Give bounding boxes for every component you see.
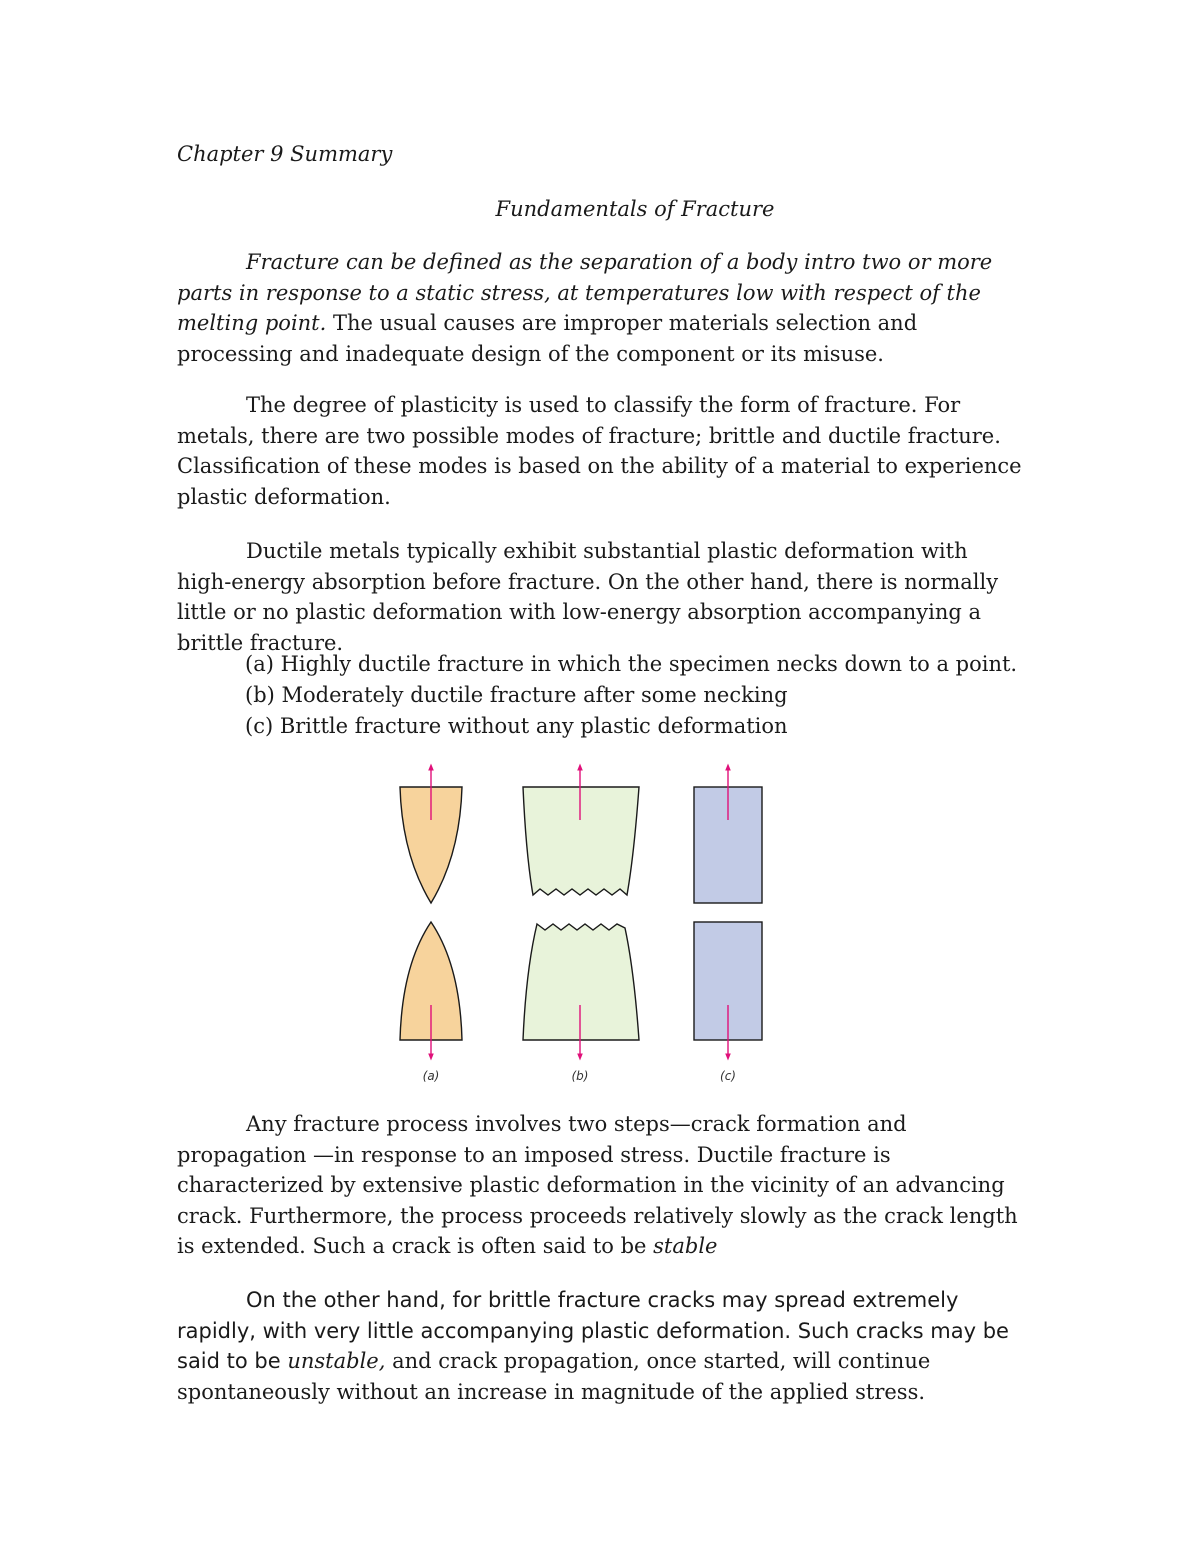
specimen-a xyxy=(400,767,462,1057)
paragraph-definition xyxy=(177,247,1027,369)
paragraph-plasticity: The degree of plasticity is used to classify the form of fracture. For metals, there are two possible modes of fracture; brittle and ductile fracture. Classification of these modes is based on the ability of a material to experience plastic deformation. xyxy=(177,393,1022,509)
brittle-rest-text: and crack propagation, once started, will continue spontaneously without an increase in magnitude of the applied stress. xyxy=(177,1349,931,1404)
specimen-b-top xyxy=(523,787,639,895)
specimen-c xyxy=(694,767,762,1057)
caption-a: (a) xyxy=(422,1069,440,1083)
caption-c: (c) xyxy=(720,1069,736,1083)
brittle-lead-text: On the other hand, for brittle fracture cracks may spread extremely rapidly, with very little accompanying plastic deformation. Such cracks may be said to be xyxy=(177,1288,1009,1373)
caption-b: (b) xyxy=(571,1069,589,1083)
stable-term: stable xyxy=(653,1234,718,1258)
case-item-a: (a) Highly ductile fracture in which the specimen necks down to a point. xyxy=(245,652,1018,676)
paragraph-ductile-brittle: Ductile metals typically exhibit substantial plastic deformation with high-energy absorption before fracture. On the other hand, there is normally little or no plastic deformation with low-energy absorption accompanying a brittle fracture. xyxy=(177,539,999,655)
fracture-modes-figure xyxy=(380,760,800,1090)
fracture-case-list xyxy=(245,649,1017,742)
crack-steps-text: Any fracture process involves two steps—crack formation and propagation —in response to an imposed stress. Ductile fracture is characterized by extensive plastic deformation in the vicinity of an advancing crack. Furthermore, the process proceeds relatively slowly as the crack length is extended. Such a crack is often said to be xyxy=(177,1112,1018,1258)
section-title: Fundamentals of Fracture xyxy=(495,197,775,221)
paragraph-crack-steps xyxy=(177,1109,1027,1262)
specimen-b xyxy=(523,767,639,1057)
paragraph-brittle-cracks xyxy=(177,1285,1027,1407)
causes-text: The usual causes are improper materials selection and processing and inadequate design of the component or its misuse. xyxy=(177,311,918,366)
chapter-title: Chapter 9 Summary xyxy=(177,142,393,166)
definition-text: Fracture can be defined as the separation of a body intro two or more parts in response to a static stress, at temperatures low with respect of the melting point. xyxy=(177,250,993,335)
specimen-b-bottom xyxy=(523,924,639,1040)
unstable-term: unstable, xyxy=(287,1349,386,1373)
case-item-b: (b) Moderately ductile fracture after some necking xyxy=(245,683,788,707)
case-item-c: (c) Brittle fracture without any plastic deformation xyxy=(245,714,788,738)
